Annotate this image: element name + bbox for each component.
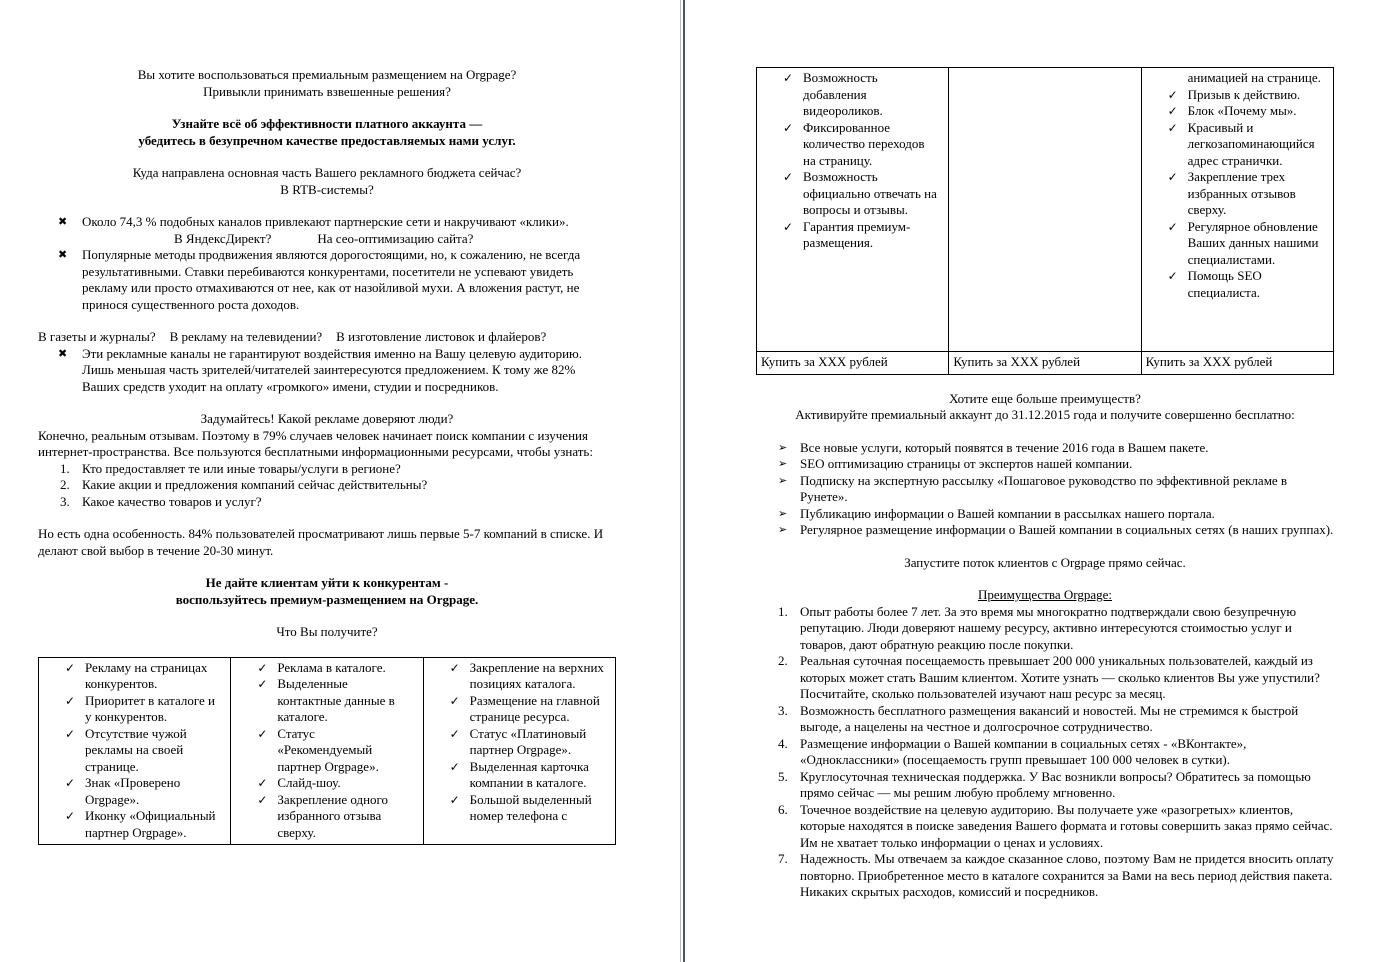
checkmark-icon: ✓ bbox=[1167, 120, 1178, 135]
checkmark-icon: ✓ bbox=[449, 726, 460, 741]
list-item: ✓ Большой выделенный номер телефона с bbox=[449, 791, 592, 823]
checkmark-icon: ✓ bbox=[65, 726, 76, 741]
what-you-get-heading: Что Вы получите? bbox=[276, 624, 378, 639]
checkmark-icon: ✓ bbox=[257, 660, 268, 675]
question-flyers: В изготовление листовок и флайеров? bbox=[336, 329, 547, 344]
list-item: ✓ Приоритет в каталоге и у конкурентов. bbox=[65, 692, 215, 724]
document-page-right bbox=[688, 0, 1376, 962]
buy-package-1-button[interactable]: Купить за ХХХ рублей bbox=[757, 352, 949, 375]
list-item: ✓ Статус «Платиновый партнер Orgpage». bbox=[449, 725, 587, 757]
question-tv: В рекламу на телевидении? bbox=[169, 329, 323, 344]
checkmark-icon: ✓ bbox=[65, 660, 76, 675]
checkmark-icon: ✓ bbox=[1167, 104, 1178, 118]
package-column-1 bbox=[757, 68, 949, 352]
list-item: ✓ Гарантия премиум-размещения. bbox=[783, 218, 911, 250]
document-page-left bbox=[0, 0, 680, 962]
checkmark-icon: ✓ bbox=[783, 219, 794, 234]
list-item: 2. Какие акции и предложения компаний сейчас действительны? bbox=[60, 477, 428, 492]
buy-package-2-button[interactable]: Купить за ХХХ рублей bbox=[949, 352, 1141, 375]
activate-offer: Активируйте премиальный аккаунт до 31.12.2015 года и получите совершенно бесплатно: bbox=[795, 407, 1295, 422]
list-item: ✓ Призыв к действию. bbox=[1167, 86, 1301, 102]
list-item: ✖ Эти рекламные каналы не гарантируют воздействия именно на Вашу целевую аудиторию. Лишь меньшая часть зрителей/читателей заинтересуются предложением. К тому же 82% Ваших средств уходит на оплату «громкого» имени, студии и посредников. bbox=[58, 345, 582, 394]
list-item: ✓ Закрепление на верхних позициях каталога. bbox=[449, 659, 604, 691]
list-item: ➢ Подписку на экспертную рассылку «Пошаговое руководство по эффективной рекламе в Рунете». bbox=[778, 472, 1288, 504]
list-item: ✓ Фиксированное количество переходов на страницу. bbox=[783, 119, 925, 168]
list-item: ✓ Возможность официально отвечать на вопросы и отзывы. bbox=[783, 169, 937, 217]
checkmark-icon: ✓ bbox=[65, 809, 76, 823]
arrow-bullet-icon: ➢ bbox=[778, 441, 788, 454]
bold-heading-2a: Не дайте клиентам уйти к конкурентам - bbox=[205, 575, 449, 590]
list-item: 7. Надежность. Мы отвечаем за каждое сказанное слово, поэтому Вам не придется вносить оплату повторно. Приобретенное место в каталоге сохранится за Вами на весь период действия пакета. Никаких скрытых расходов, комиссий и посредников. bbox=[778, 851, 1334, 899]
packages-table-part-1 bbox=[38, 657, 616, 846]
list-item: ✓ Знак «Проверено Orgpage». bbox=[65, 775, 181, 807]
list-item: ➢ Публикацию информации о Вашей компании в рассылках нашего портала. bbox=[778, 505, 1215, 521]
feature-paragraph: Но есть одна особенность. 84% пользователей просматривают лишь первые 5-7 компаний в списке. И делают свой выбор в течение 20-30 минут. bbox=[38, 526, 604, 558]
list-item: ✓ Статус «Рекомендуемый партнер Orgpage». bbox=[257, 725, 379, 774]
list-item: ✓ Красивый и легкозапоминающийся адрес странички. bbox=[1167, 119, 1315, 168]
arrow-bullet-icon: ➢ bbox=[778, 524, 788, 536]
questions-list bbox=[38, 461, 616, 511]
think-heading: Задумайтесь! Какой рекламе доверяют люди? bbox=[200, 411, 454, 426]
list-item: ✓ Иконку «Официальный партнер Orgpage». bbox=[65, 808, 216, 840]
list-item: ➢ SEO оптимизацию страницы от экспертов нашей компании. bbox=[778, 456, 1133, 471]
arrow-bullet-icon: ➢ bbox=[778, 474, 788, 487]
bold-heading-2b: воспользуйтесь премиум-размещением на Orgpage. bbox=[175, 591, 479, 607]
checkmark-icon: ✓ bbox=[257, 726, 268, 741]
page-divider bbox=[680, 0, 688, 962]
bullet-list-ads bbox=[38, 346, 616, 396]
page-content bbox=[756, 67, 1334, 901]
list-item: ✓ Регулярное обновление Ваших данных нашими специалистами. bbox=[1167, 218, 1319, 267]
bold-heading-1b: убедитесь в безупречном качестве предоставляемых нами услуг. bbox=[138, 132, 516, 148]
package-column-1 bbox=[39, 657, 231, 845]
more-benefits-question: Хотите еще больше преимуществ? bbox=[949, 390, 1141, 406]
checkmark-icon: ✓ bbox=[783, 71, 794, 85]
checkmark-icon: ✓ bbox=[1167, 87, 1178, 102]
advantages-list bbox=[756, 604, 1334, 901]
list-item: ✖ Популярные методы продвижения являются дорогостоящими, но, к сожалению, не всегда результативными. Ставки перебиваются конкурентами, посетители не успевают увидеть рекламу или просто отмахиваются от нее, как от назойливой мухи. А вложения растут, не принося существенного роста доходов. bbox=[58, 247, 581, 312]
list-item: ✖ Около 74,3 % подобных каналов привлекают партнерские сети и накручивают «клики». bbox=[58, 214, 569, 229]
free-benefits-list bbox=[756, 440, 1334, 539]
advantages-title: Преимущества Orgpage: bbox=[977, 587, 1113, 602]
list-item: 3. Какое качество товаров и услуг? bbox=[60, 493, 262, 509]
list-item: 1. Кто предоставляет те или иные товары/услуги в регионе? bbox=[60, 460, 401, 476]
checkmark-icon: ✓ bbox=[783, 170, 794, 184]
list-item: ✓ Выделенная карточка компании в каталоге. bbox=[449, 758, 589, 790]
launch-call: Запустите поток клиентов с Orgpage прямо сейчас. bbox=[904, 554, 1186, 570]
question-row-media bbox=[38, 329, 616, 346]
question-row-yandex-seo bbox=[38, 231, 616, 248]
checkmark-icon: ✓ bbox=[449, 693, 460, 708]
intro-question-1: Вы хотите воспользоваться премиальным размещением на Orgpage? bbox=[137, 67, 517, 82]
list-item: 6. Точечное воздействие на целевую аудиторию. Вы получаете уже «разогретых» клиентов, которые находятся в поиске заведения Вашего формата и готовы совершить заказ прямо сейчас. Им не хватает только информации о ценах и условиях. bbox=[778, 801, 1333, 850]
list-item: 2. Реальная суточная посещаемость превышает 200 000 уникальных пользователей, каждый из которых может стать Вашим клиентом. Хотите узнать — сколько клиентов Вы уже упустили? Посчитайте, сколько пользователей изучают наш ресурс за месяц. bbox=[778, 653, 1320, 701]
checkmark-icon: ✓ bbox=[1167, 170, 1178, 184]
list-item: ✓ Выделенные контактные данные в каталоге. bbox=[257, 676, 395, 724]
checkmark-icon: ✓ bbox=[65, 776, 76, 790]
list-item: ✓ Отсутствие чужой рекламы на своей странице. bbox=[65, 725, 187, 774]
bullet-list-rtb bbox=[38, 214, 616, 231]
list-item: ✓ Возможность добавления видеороликов. bbox=[783, 70, 883, 118]
bullet-list-popular bbox=[38, 247, 616, 313]
checkmark-icon: ✓ bbox=[1167, 269, 1178, 283]
list-item: ➢ Регулярное размещение информации о Вашей компании в социальных сетях (в наших группах). bbox=[778, 522, 1334, 537]
list-item: ➢ Все новые услуги, который появятся в течение 2016 года в Вашем пакете. bbox=[778, 439, 1209, 455]
list-item: ✓ Блок «Почему мы». bbox=[1167, 103, 1297, 118]
checkmark-icon: ✓ bbox=[449, 759, 460, 774]
intro-question-2: Привыкли принимать взвешенные решения? bbox=[203, 83, 451, 99]
list-item: ✓ Закрепление трех избранных отзывов сверху. bbox=[1167, 169, 1296, 217]
list-item: ✓ Помощь SEO специалиста. bbox=[1167, 268, 1262, 300]
checkmark-icon: ✓ bbox=[449, 660, 460, 675]
packages-table-part-2 bbox=[756, 67, 1334, 375]
arrow-bullet-icon: ➢ bbox=[778, 458, 788, 470]
buy-package-3-button[interactable]: Купить за ХХХ рублей bbox=[1141, 352, 1333, 375]
bold-heading-1a: Узнайте всё об эффективности платного аккаунта — bbox=[171, 116, 483, 131]
checkmark-icon: ✓ bbox=[783, 120, 794, 135]
question-papers: В газеты и журналы? bbox=[38, 329, 156, 344]
question-seo: На сео-оптимизацию сайта? bbox=[317, 230, 474, 246]
list-item: 1. Опыт работы более 7 лет. За это время мы многократно подтверждали свою безупречную репутацию. Люди доверяют нашему ресурсу, активно интересуются стоимостью услуг и товаров, дают обратную реакцию после покупки. bbox=[778, 603, 1297, 652]
list-item: ✓ Слайд-шоу. bbox=[257, 775, 341, 790]
package-column-3 bbox=[423, 657, 615, 845]
list-item: ✓ Закрепление одного избранного отзыва сверху. bbox=[257, 791, 389, 840]
list-item: 4. Размещение информации о Вашей компании в социальных сетях - «ВКонтакте», «Одноклассники» (посещаемость групп превышает 100 000 человек в сутки). bbox=[778, 735, 1247, 767]
package-column-2 bbox=[949, 68, 1141, 352]
checkmark-icon: ✓ bbox=[1167, 219, 1178, 234]
page-content bbox=[38, 67, 616, 845]
cross-bullet-icon: ✖ bbox=[58, 347, 68, 360]
list-item-continued: анимацией на странице. bbox=[1187, 70, 1321, 85]
package-column-2 bbox=[231, 657, 423, 845]
checkmark-icon: ✓ bbox=[257, 776, 268, 790]
reviews-paragraph: Конечно, реальным отзывам. Поэтому в 79% случаев человек начинает поиск компании с изучения интернет-пространства. Все пользуются бесплатными информационными ресурсами, чтобы узнать: bbox=[38, 427, 593, 459]
package-column-3 bbox=[1141, 68, 1333, 352]
checkmark-icon: ✓ bbox=[257, 792, 268, 807]
budget-question-2: В RTB-системы? bbox=[280, 181, 374, 197]
budget-question-1: Куда направлена основная часть Вашего рекламного бюджета сейчас? bbox=[132, 165, 522, 180]
checkmark-icon: ✓ bbox=[65, 693, 76, 708]
list-item: 3. Возможность бесплатного размещения вакансий и новостей. Мы не стремимся к быстрой выгоде, а нацелены на честное и долгосрочное сотрудничество. bbox=[778, 702, 1299, 734]
list-item: 5. Круглосуточная техническая поддержка. У Вас возникли вопросы? Обратитесь за помощью прямо сейчас — мы решим любую проблему мгновенно. bbox=[778, 768, 1311, 800]
cross-bullet-icon: ✖ bbox=[58, 216, 68, 228]
checkmark-icon: ✓ bbox=[449, 792, 460, 807]
arrow-bullet-icon: ➢ bbox=[778, 507, 788, 520]
list-item: ✓ Реклама в каталоге. bbox=[257, 659, 386, 675]
list-item: ✓ Размещение на главной странице ресурса. bbox=[449, 692, 600, 724]
checkmark-icon: ✓ bbox=[257, 677, 268, 691]
list-item: ✓ Рекламу на страницах конкурентов. bbox=[65, 659, 208, 691]
cross-bullet-icon: ✖ bbox=[58, 249, 68, 261]
question-yandex: В ЯндексДирект? bbox=[174, 230, 272, 246]
